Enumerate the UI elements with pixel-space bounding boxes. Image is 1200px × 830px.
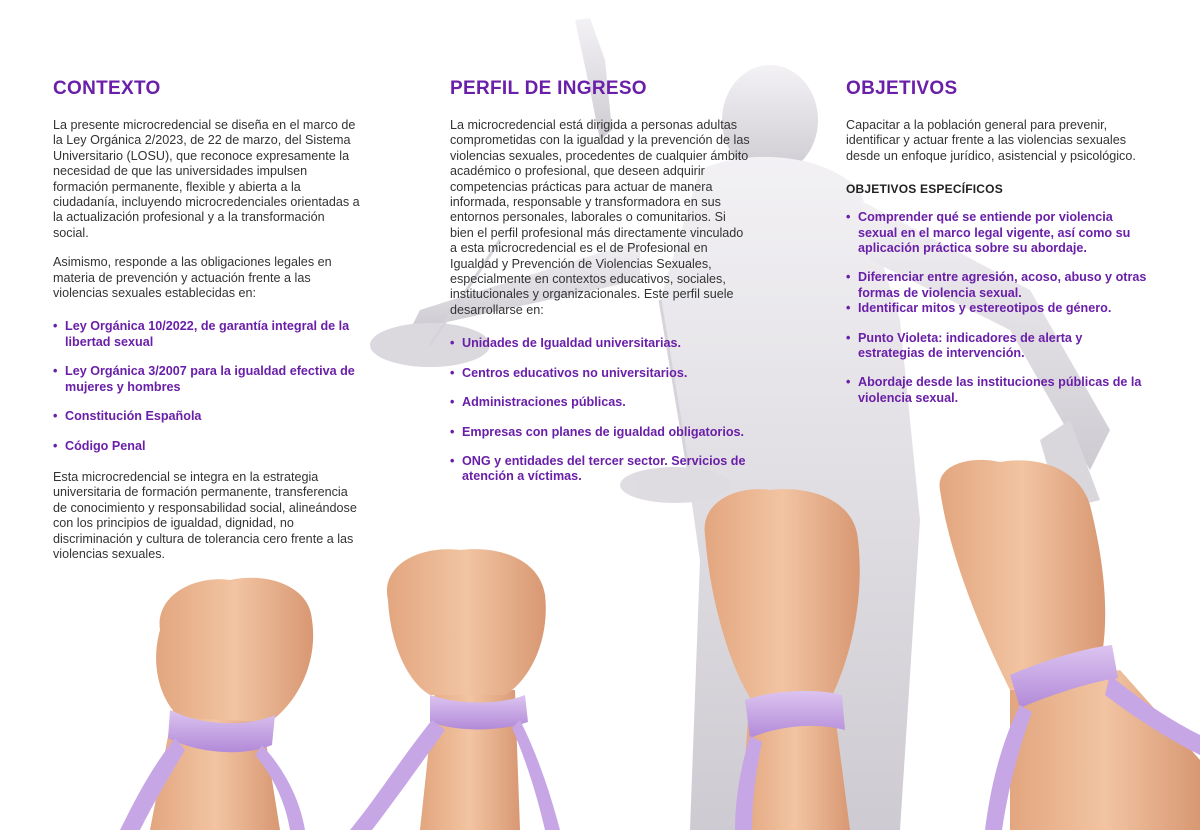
objetivos-especificos-heading: OBJETIVOS ESPECÍFICOS	[846, 182, 1003, 197]
list-item: • Comprender qué se entiende por violencia sexual en el marco legal vigente, así como su aplicación práctica sobre su abordaje.	[846, 210, 1151, 256]
list-item: • Constitución Española	[53, 409, 363, 424]
contexto-paragraph-1: La presente microcredencial se diseña en el marco de la Ley Orgánica 2/2023, de 22 de marzo, del Sistema Universitario (LOSU), que reconoce expresamente la necesidad de que las universidades impulsen formación permanente, flexible y abierta a la ciudadanía, incluyendo microcredenciales orientadas a la actualización profesional y a la transformación social.	[53, 118, 360, 240]
contexto-section	[53, 78, 363, 562]
perfil-sector-list	[450, 336, 750, 484]
contexto-paragraph-2: Asimismo, responde a las obligaciones legales en materia de prevención y actuación frente a las violencias sexuales establecidas en:	[53, 255, 332, 301]
objetivos-title: OBJETIVOS	[846, 78, 958, 99]
objetivos-list	[846, 210, 1151, 406]
list-item: • Administraciones públicas.	[450, 395, 750, 410]
list-item: • Ley Orgánica 10/2022, de garantía integral de la libertad sexual	[53, 319, 363, 350]
list-item: • Diferenciar entre agresión, acoso, abuso y otras formas de violencia sexual.	[846, 270, 1151, 301]
list-item: • ONG y entidades del tercer sector. Servicios de atención a víctimas.	[450, 454, 750, 485]
list-item: • Centros educativos no universitarios.	[450, 366, 750, 381]
perfil-title: PERFIL DE INGRESO	[450, 78, 647, 99]
list-item: • Punto Violeta: indicadores de alerta y estrategias de intervención.	[846, 331, 1151, 362]
contexto-paragraph-3: Esta microcredencial se integra en la estrategia universitaria de formación permanente, transferencia de conocimiento y responsabilidad social, alineándose con los principios de igualdad, dignidad, no discriminación y cultura de tolerancia cero frente a las violencias sexuales.	[53, 469, 357, 561]
list-item: • Abordaje desde las instituciones públicas de la violencia sexual.	[846, 375, 1151, 406]
contexto-title: CONTEXTO	[53, 78, 161, 99]
list-item: • Identificar mitos y estereotipos de género.	[846, 301, 1151, 316]
list-item: • Unidades de Igualdad universitarias.	[450, 336, 750, 351]
perfil-section	[450, 78, 750, 501]
objetivos-section	[846, 78, 1151, 422]
list-item: • Código Penal	[53, 439, 363, 454]
raised-fist-4-icon	[940, 460, 1200, 830]
objetivos-paragraph: Capacitar a la población general para prevenir, identificar y actuar frente a las violencias sexuales desde un enfoque jurídico, asistencial y psicológico.	[846, 118, 1136, 163]
list-item: • Ley Orgánica 3/2007 para la igualdad efectiva de mujeres y hombres	[53, 364, 363, 395]
contexto-law-list	[53, 319, 363, 453]
perfil-paragraph: La microcredencial está dirigida a personas adultas comprometidas con la igualdad y la prevención de las violencias sexuales, procedentes de cualquier ámbito académico o profesional, que deseen adquirir competencias prácticas para actuar de manera informada, responsable y transformadora en sus entornos personales, laborales o comunitarios. Si bien el perfil profesional más directamente vinculado a esta microcredencial es el de Profesional en Igualdad y Prevención de Violencias Sexuales, especialmente en contextos educativos, sociales, institucionales y organizacionales. Este perfil suele desarrollarse en:	[450, 118, 750, 317]
raised-fist-2-icon	[350, 549, 560, 830]
raised-fist-1-icon	[120, 578, 313, 830]
list-item: • Empresas con planes de igualdad obligatorios.	[450, 425, 750, 440]
